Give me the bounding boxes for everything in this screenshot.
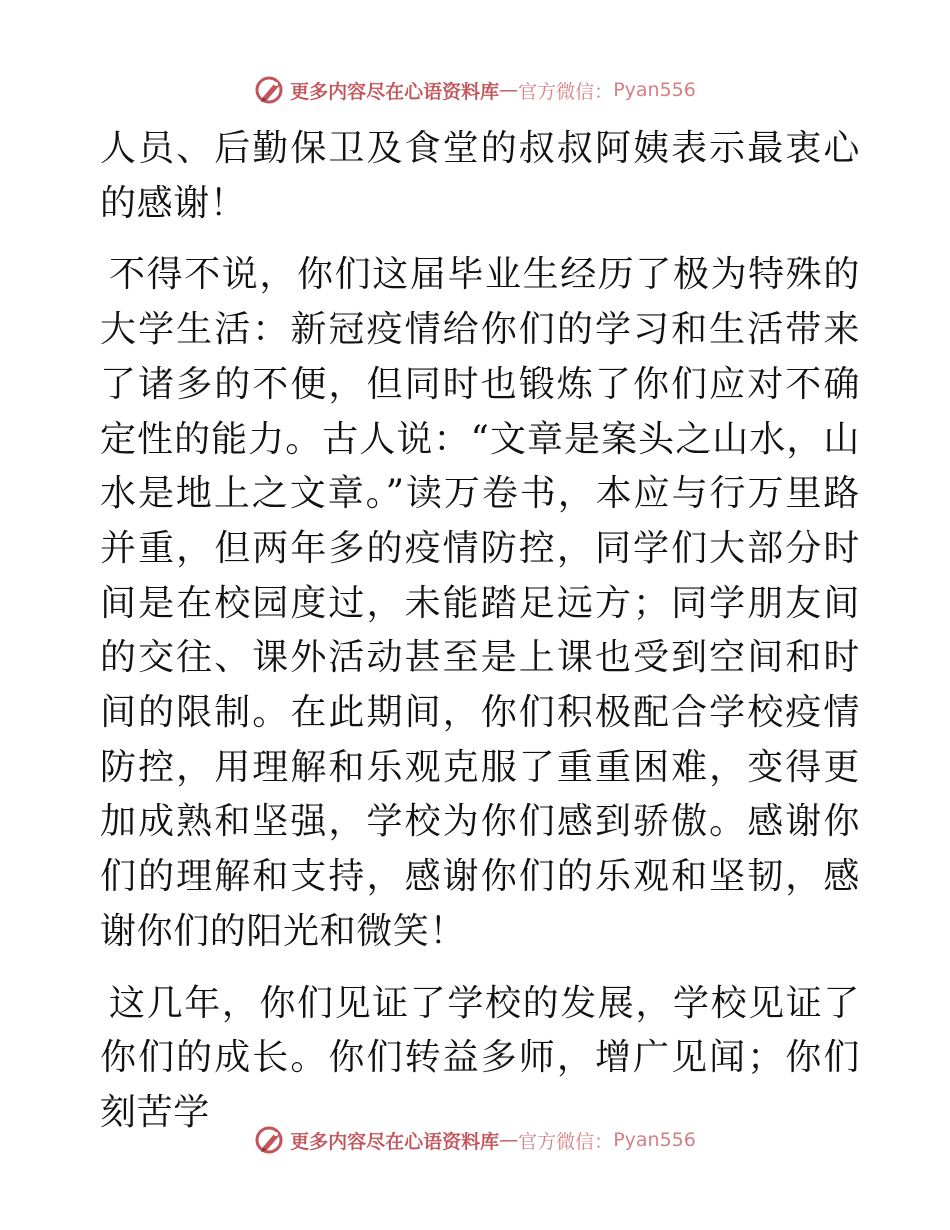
pen-circle-logo-icon xyxy=(254,1124,286,1156)
paragraph-3: 这几年，你们见证了学校的发展，学校见证了你们的成长。你们转益多师，增广见闻；你们刻苦学 xyxy=(100,982,860,1133)
wechat-label: 官方微信： xyxy=(518,80,614,103)
separator: — xyxy=(499,79,519,101)
footer-banner xyxy=(0,1122,950,1158)
wechat-account: Pyan556 xyxy=(613,1129,696,1151)
document-body xyxy=(100,122,860,1141)
separator: — xyxy=(499,1129,519,1151)
site-name: 更多内容尽在心语资料库 xyxy=(290,80,500,103)
paragraph-1: 人员、后勤保卫及食堂的叔叔阿姨表示最衷心的感谢！ xyxy=(100,128,860,224)
wechat-label: 官方微信： xyxy=(518,1130,614,1153)
site-name: 更多内容尽在心语资料库 xyxy=(290,1130,500,1153)
paragraph-2: 不得不说，你们这届毕业生经历了极为特殊的大学生活：新冠疫情给你们的学习和生活带来了诸多的不便，但同时也锻炼了你们应对不确定性的能力。古人说：“文章是案头之山水，山水是地上之文章。”读万卷书，本应与行万里路并重，但两年多的疫情防控，同学们大部分时间是在校园度过，未能踏足远方；同学朋友间的交往、课外活动甚至是上课也受到空间和时间的限制。在此期间，你们积极配合学校疫情防控，用理解和乐观克服了重重困难，变得更加成熟和坚强，学校为你们感到骄傲。感谢你们的理解和支持，感谢你们的乐观和坚韧，感谢你们的阳光和微笑！ xyxy=(100,254,860,952)
pen-circle-logo-icon xyxy=(254,74,286,106)
header-banner xyxy=(0,72,950,108)
wechat-account: Pyan556 xyxy=(613,79,696,101)
